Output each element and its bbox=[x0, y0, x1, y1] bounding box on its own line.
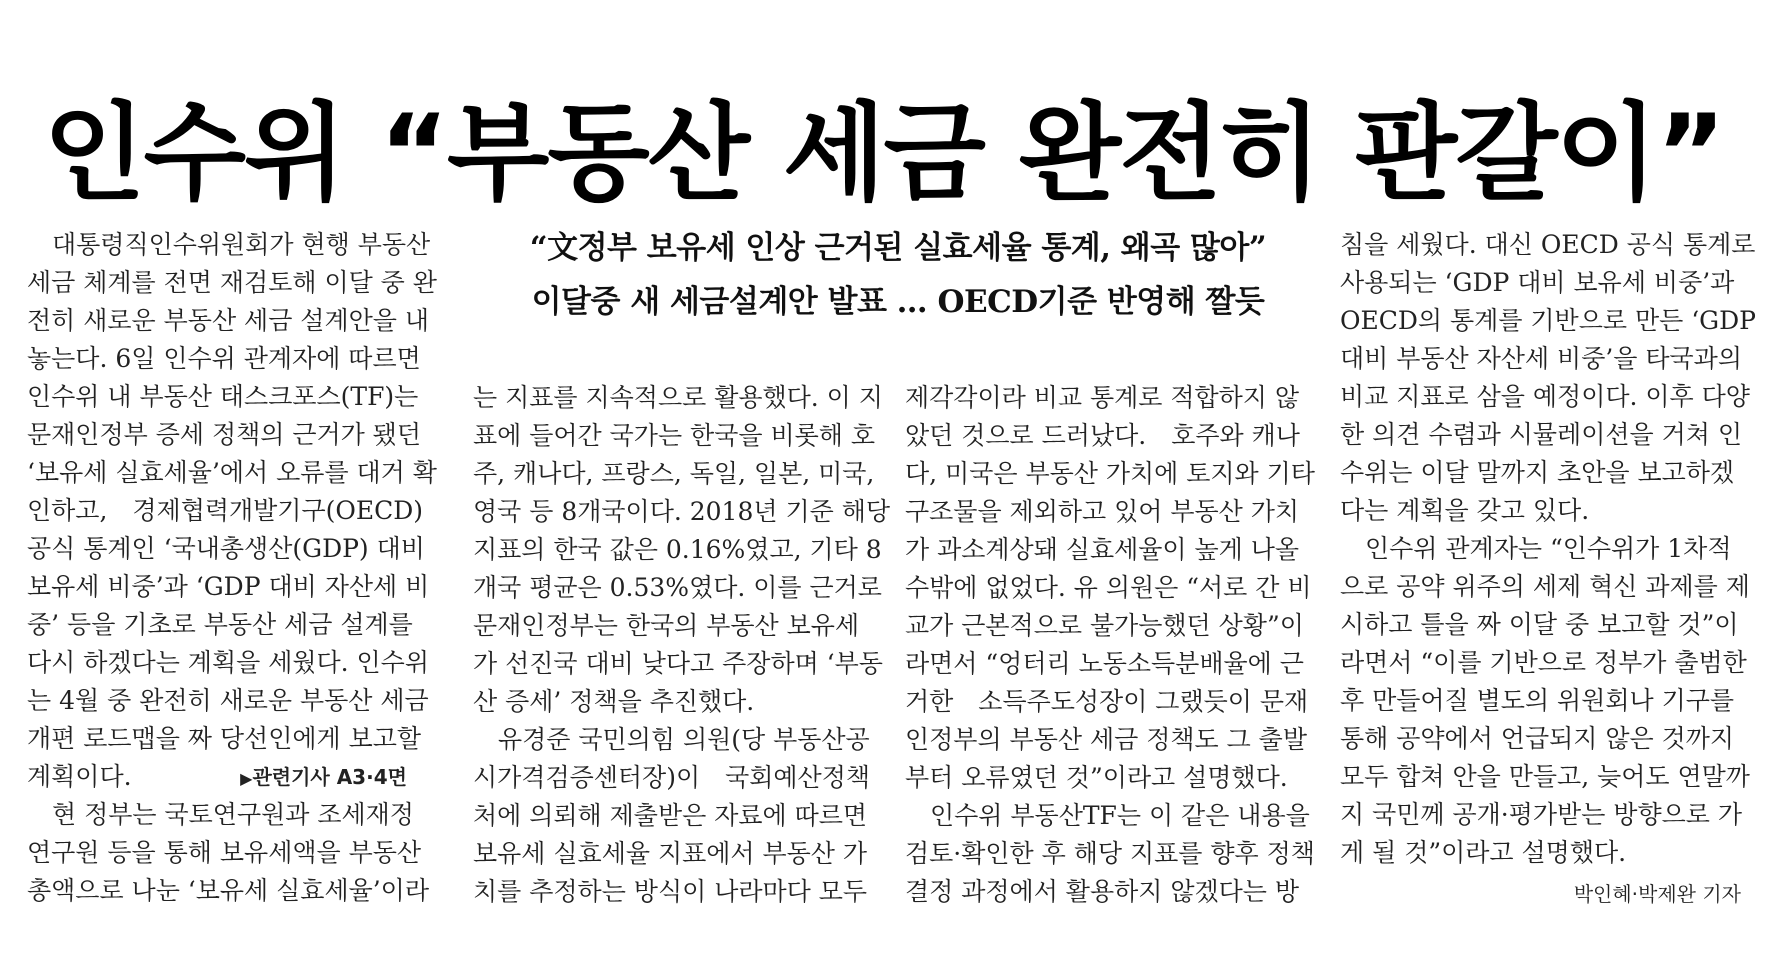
text-line: 치를 추정하는 방식이 나라마다 모두 bbox=[473, 877, 868, 906]
text-line: 인하고, 경제협력개발기구(OECD) bbox=[27, 496, 424, 525]
text-line: 사용되는 ‘GDP 대비 보유세 비중’과 bbox=[1340, 268, 1735, 297]
text-line: 라면서 “이를 기반으로 정부가 출범한 bbox=[1340, 648, 1747, 677]
text-line: 문재인정부는 한국의 부동산 보유세 bbox=[473, 611, 860, 640]
related-article-link[interactable] bbox=[240, 758, 407, 798]
related-article-text: 관련기사 A3·4면 bbox=[252, 765, 407, 789]
text-line: 거한 소득주도성장이 그랬듯이 문재 bbox=[905, 687, 1309, 716]
text-line: 개편 로드맵을 짜 당선인에게 보고할 bbox=[27, 724, 422, 753]
text-line bbox=[27, 758, 437, 796]
text-line: 문재인정부 증세 정책의 근거가 됐던 bbox=[27, 420, 422, 449]
text-line: 다는 계획을 갖고 있다. bbox=[1340, 496, 1590, 525]
text-line: 가 선진국 대비 낮다고 주장하며 ‘부동 bbox=[473, 649, 883, 678]
triangle-right-icon: ▶ bbox=[240, 769, 253, 788]
text-line: 한 의견 수렴과 시뮬레이션을 거쳐 인 bbox=[1340, 420, 1742, 449]
text-line: 제각각이라 비교 통계로 적합하지 않 bbox=[905, 383, 1300, 412]
article-column-2 bbox=[473, 379, 890, 911]
text-line: OECD의 통계를 기반으로 만든 ‘GDP bbox=[1340, 306, 1756, 335]
text-line: 지표의 한국 값은 0.16%였고, 기타 8 bbox=[473, 535, 882, 564]
text-line: 현 정부는 국토연구원과 조세재정 bbox=[27, 800, 414, 829]
text-line: 모두 합쳐 안을 만들고, 늦어도 연말까 bbox=[1340, 762, 1750, 791]
text-line: 후 만들어질 별도의 위원회나 기구를 bbox=[1340, 686, 1735, 715]
text-line: 시하고 틀을 짜 이달 중 보고할 것”이 bbox=[1340, 610, 1739, 639]
text-line: 다, 미국은 부동산 가치에 토지와 기타 bbox=[905, 459, 1315, 488]
text-line-content: 계획이다. bbox=[27, 762, 132, 791]
text-line: 검토·확인한 후 해당 지표를 향후 정책 bbox=[905, 839, 1315, 868]
text-line: 처에 의뢰해 제출받은 자료에 따르면 bbox=[473, 801, 868, 830]
text-line: 총액으로 나눈 ‘보유세 실효세율’이라 bbox=[27, 876, 429, 905]
text-line: 개국 평균은 0.53%였다. 이를 근거로 bbox=[473, 573, 882, 602]
text-line: 라면서 “엉터리 노동소득분배율에 근 bbox=[905, 649, 1304, 678]
text-line: 인수위 내 부동산 태스크포스(TF)는 bbox=[27, 382, 419, 411]
text-line: 결정 과정에서 활용하지 않겠다는 방 bbox=[905, 877, 1300, 906]
text-line: 산 증세’ 정책을 추진했다. bbox=[473, 687, 755, 716]
subheadline-line-2: 이달중 새 세금설계안 발표 … OECD기준 반영해 짤듯 bbox=[531, 284, 1265, 320]
headline: 인수위 “부동산 세금 완전히 판갈이” bbox=[43, 92, 1724, 216]
text-line: 다시 하겠다는 계획을 세웠다. 인수위 bbox=[27, 648, 429, 677]
text-line: 으로 공약 위주의 세제 혁신 과제를 제 bbox=[1340, 572, 1750, 601]
text-line: 인수위 관계자는 “인수위가 1차적 bbox=[1340, 534, 1732, 563]
byline: 박인혜·박제완 기자 bbox=[1573, 882, 1741, 906]
text-line: 비교 지표로 삼을 예정이다. 이후 다양 bbox=[1340, 382, 1750, 411]
article-column-4 bbox=[1340, 226, 1756, 872]
article-column-3 bbox=[905, 379, 1315, 911]
text-line: 부터 오류였던 것”이라고 설명했다. bbox=[905, 763, 1288, 792]
text-line: 았던 것으로 드러났다. 호주와 캐나 bbox=[905, 421, 1300, 450]
text-line: 가 과소계상돼 실효세율이 높게 나올 bbox=[905, 535, 1300, 564]
text-line: 보유세 실효세율 지표에서 부동산 가 bbox=[473, 839, 868, 868]
text-line: 보유세 비중’과 ‘GDP 대비 자산세 비 bbox=[27, 572, 430, 601]
text-line: 는 지표를 지속적으로 활용했다. 이 지 bbox=[473, 383, 883, 412]
subheadline bbox=[468, 221, 1328, 329]
text-line: 침을 세웠다. 대신 OECD 공식 통계로 bbox=[1340, 230, 1756, 259]
text-line: 시가격검증센터장)이 국회예산정책 bbox=[473, 763, 871, 792]
text-line: ‘보유세 실효세율’에서 오류를 대거 확 bbox=[27, 458, 437, 487]
text-line: 지 국민께 공개·평가받는 방향으로 가 bbox=[1340, 800, 1742, 829]
text-line: 게 될 것”이라고 설명했다. bbox=[1340, 838, 1627, 867]
text-line: 연구원 등을 통해 보유세액을 부동산 bbox=[27, 838, 422, 867]
text-line: 공식 통계인 ‘국내총생산(GDP) 대비 bbox=[27, 534, 425, 563]
article-column-1 bbox=[27, 226, 437, 910]
text-line: 인수위 부동산TF는 이 같은 내용을 bbox=[905, 801, 1310, 830]
text-line: 통해 공약에서 언급되지 않은 것까지 bbox=[1340, 724, 1735, 753]
text-line: 전히 새로운 부동산 세금 설계안을 내 bbox=[27, 306, 429, 335]
text-line: 대통령직인수위원회가 현행 부동산 bbox=[27, 230, 431, 259]
subheadline-line-1: “文정부 보유세 인상 근거된 실효세율 통계, 왜곡 많아” bbox=[529, 230, 1267, 266]
text-line: 세금 체계를 전면 재검토해 이달 중 완 bbox=[27, 268, 437, 297]
text-line: 인정부의 부동산 세금 정책도 그 출발 bbox=[905, 725, 1307, 754]
text-line: 놓는다. 6일 인수위 관계자에 따르면 bbox=[27, 344, 421, 373]
text-line: 는 4월 중 완전히 새로운 부동산 세금 bbox=[27, 686, 429, 715]
text-line: 주, 캐나다, 프랑스, 독일, 일본, 미국, bbox=[473, 459, 875, 488]
text-line: 영국 등 8개국이다. 2018년 기준 해당 bbox=[473, 497, 891, 526]
text-line: 교가 근본적으로 불가능했던 상황”이 bbox=[905, 611, 1304, 640]
text-line: 유경준 국민의힘 의원(당 부동산공 bbox=[473, 725, 870, 754]
text-line: 수위는 이달 말까지 초안을 보고하겠 bbox=[1340, 458, 1735, 487]
text-line: 중’ 등을 기초로 부동산 세금 설계를 bbox=[27, 610, 413, 639]
text-line: 구조물을 제외하고 있어 부동산 가치 bbox=[905, 497, 1300, 526]
text-line: 수밖에 없었다. 유 의원은 “서로 간 비 bbox=[905, 573, 1312, 602]
text-line: 표에 들어간 국가는 한국을 비롯해 호 bbox=[473, 421, 875, 450]
text-line: 대비 부동산 자산세 비중’을 타국과의 bbox=[1340, 344, 1742, 373]
